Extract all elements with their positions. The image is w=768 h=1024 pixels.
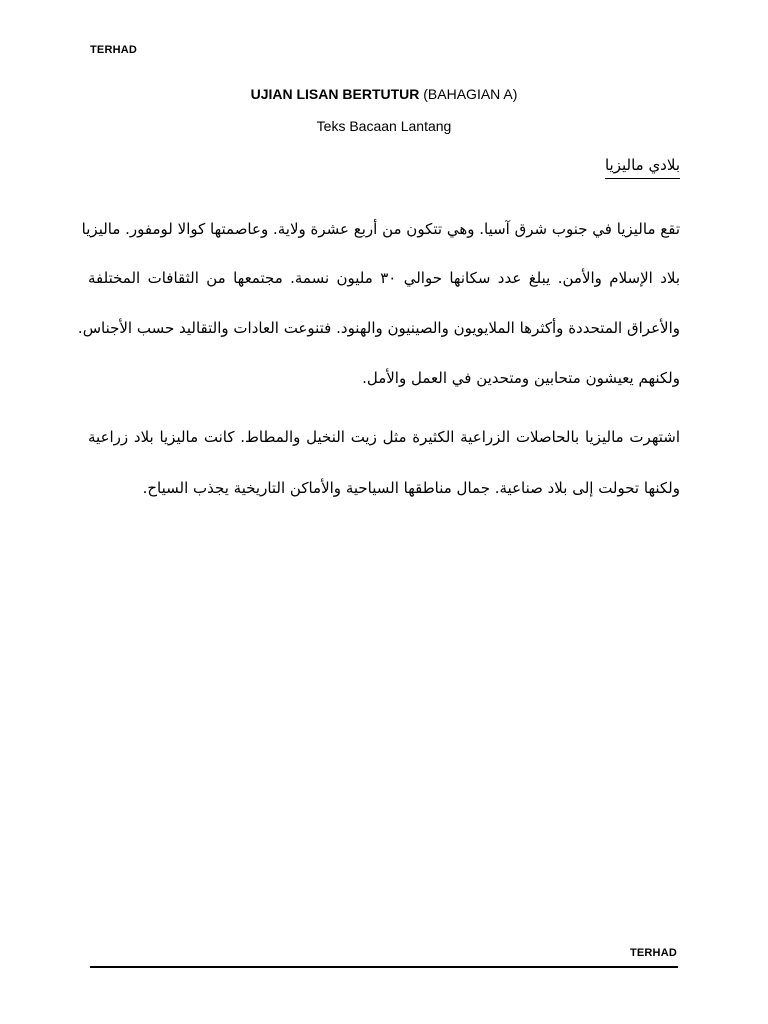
paragraph1-line3: والأعراق المتحددة وأكثرها الملايويون والصينيون والهنود. فتنوعت العادات والتقاليد حسب الأجناس. (77, 319, 680, 337)
header-classification: TERHAD (90, 44, 138, 56)
footer-rule (90, 966, 678, 968)
title-bold: UJIAN LISAN BERTUTUR (250, 86, 420, 102)
paragraph2-line1: اشتهرت ماليزيا بالحاصلات الزراعية الكثيرة مثل زيت النخيل والمطاط. كانت ماليزيا بلاد زراعية (88, 428, 680, 446)
paragraph2-line2: ولكنها تحولت إلى بلاد صناعية. جمال مناطقها السياحية والأماكن التاريخية يجذب السياح. (142, 479, 680, 497)
arabic-heading: بلادي ماليزيا (605, 155, 680, 179)
paragraph1-line4: ولكنهم يعيشون متحابين ومتحدين في العمل والأمل. (362, 369, 680, 387)
page-subtitle: Teks Bacaan Lantang (316, 118, 452, 134)
footer-classification: TERHAD (629, 947, 677, 959)
paragraph1-line1: تقع ماليزيا في جنوب شرق آسيا. وهي تتكون من أربع عشرة ولاية. وعاصمتها كوالا لومفور. ماليزيا (81, 220, 680, 238)
title-normal: (BAHAGIAN A) (419, 86, 518, 102)
page-title (0, 86, 768, 102)
paragraph1-line2: بلاد الإسلام والأمن. يبلغ عدد سكانها حوالي ٣٠ مليون نسمة. مجتمعها من الثقافات المختلفة (88, 269, 680, 287)
